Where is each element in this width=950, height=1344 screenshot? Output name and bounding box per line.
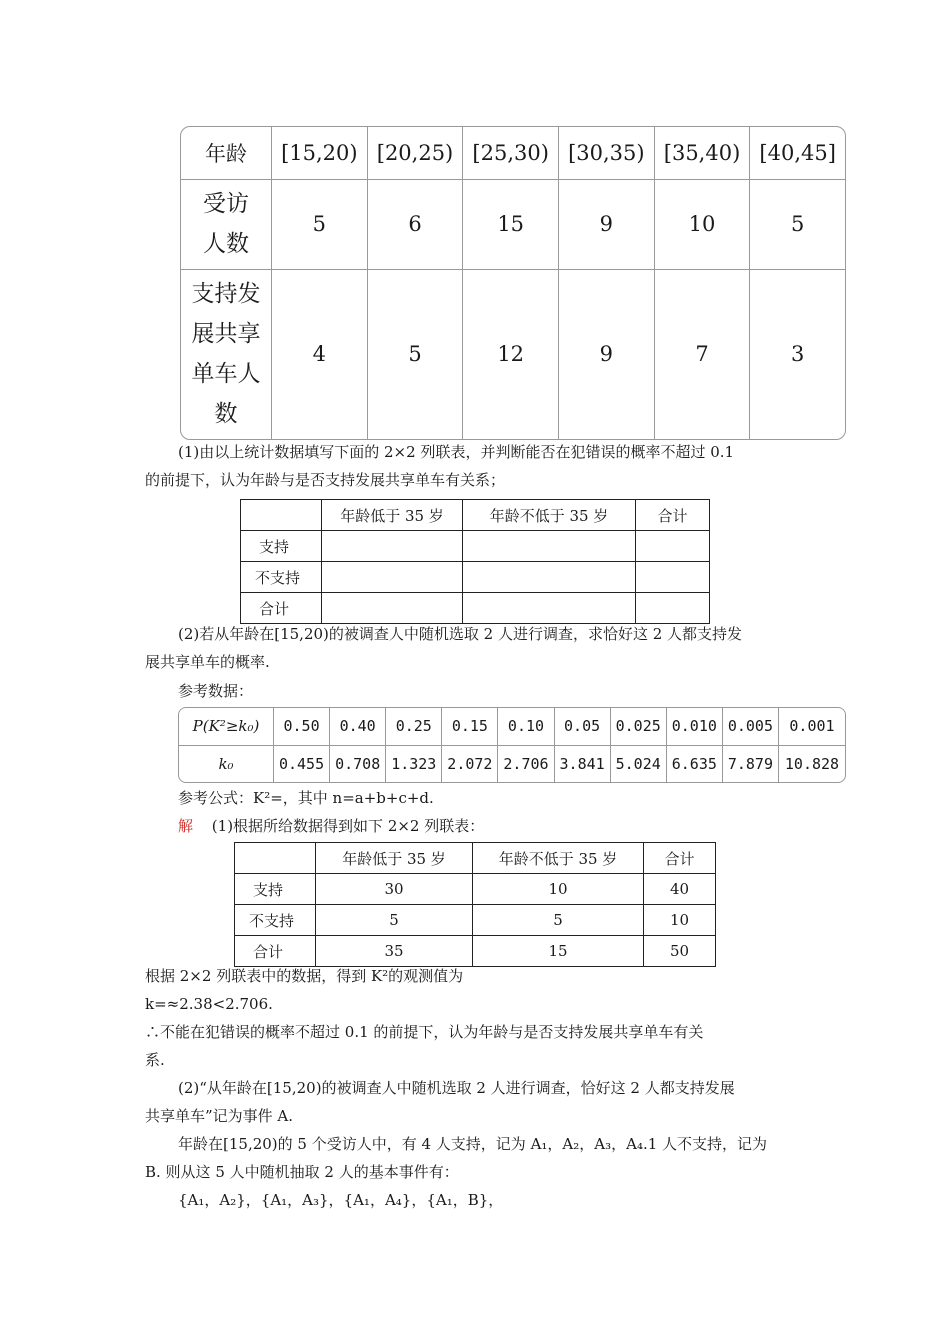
filled-contingency-table	[234, 842, 716, 967]
header-cell: 年龄低于 35 岁	[316, 843, 473, 874]
cell: 15	[473, 936, 644, 967]
cell: 3.841	[554, 745, 610, 782]
cell: 30	[316, 874, 473, 905]
cell	[235, 843, 316, 874]
cell	[636, 593, 710, 624]
cell: 2.706	[498, 745, 554, 782]
cell: 0.010	[666, 708, 722, 745]
cell: 4	[272, 269, 368, 439]
header-cell: 年龄不低于 35 岁	[473, 843, 644, 874]
reference-data-label: 参考数据：	[178, 682, 254, 700]
cell: 10	[654, 179, 750, 269]
solution-label: 解	[178, 817, 194, 835]
solution-line5a: (2)“从年龄在[15,20)的被调查人中随机选取 2 人进行调查，恰好这 2 人都支持发展	[178, 1079, 735, 1097]
header-age-bin: [20,25)	[367, 127, 463, 179]
cell: 5	[316, 905, 473, 936]
solution-line4b: 系.	[145, 1051, 165, 1069]
header-age-bin: [15,20)	[272, 127, 368, 179]
label-line: 人数	[203, 231, 249, 257]
solution-line1	[178, 812, 484, 840]
header-cell: 合计	[636, 500, 710, 531]
cell	[463, 562, 636, 593]
cell: 2.072	[442, 745, 498, 782]
header-age-bin: [35,40)	[654, 127, 750, 179]
row-label: 合计	[241, 593, 322, 624]
cell: 3	[750, 269, 845, 439]
cell: 5	[272, 179, 368, 269]
cell	[463, 593, 636, 624]
cell: 5	[750, 179, 845, 269]
solution-line2: 根据 2×2 列联表中的数据，得到 K²的观测值为	[145, 967, 464, 985]
cell: 0.40	[330, 708, 386, 745]
cell: 6.635	[666, 745, 722, 782]
cell	[636, 562, 710, 593]
critical-value-table	[178, 707, 846, 783]
row-label-supporters	[181, 269, 272, 439]
reference-formula: 参考公式：K²=，其中 n=a+b+c+d.	[178, 789, 434, 807]
cell: 0.455	[274, 745, 330, 782]
cell	[241, 500, 322, 531]
label-line: 数	[214, 401, 238, 428]
question-1-line1: (1)由以上统计数据填写下面的 2×2 列联表，并判断能否在犯错误的概率不超过 0.1	[178, 443, 735, 461]
question-2-line2: 展共享单车的概率.	[145, 653, 270, 671]
cell: 10	[473, 874, 644, 905]
cell: 0.001	[778, 708, 845, 745]
cell: 9	[559, 179, 655, 269]
solution-line5b: 共享单车”记为事件 A.	[145, 1107, 294, 1125]
row-label: 不支持	[241, 562, 322, 593]
cell: 0.25	[386, 708, 442, 745]
row-label-k0: k₀	[179, 745, 274, 782]
header-age-bin: [30,35)	[559, 127, 655, 179]
cell: 0.15	[442, 708, 498, 745]
cell: 9	[559, 269, 655, 439]
cell: 5	[367, 269, 463, 439]
row-label: 支持	[235, 874, 316, 905]
solution-line7: {A₁，A₂}，{A₁，A₃}，{A₁，A₄}，{A₁，B}，	[178, 1191, 504, 1209]
row-label: 合计	[235, 936, 316, 967]
header-age: 年龄	[181, 127, 272, 179]
cell: 7.879	[722, 745, 778, 782]
header-cell: 年龄低于 35 岁	[322, 500, 463, 531]
question-1-line2: 的前提下，认为年龄与是否支持发展共享单车有关系；	[145, 471, 506, 489]
label-line: 支持发	[191, 281, 261, 308]
cell: 40	[644, 874, 716, 905]
empty-contingency-table	[240, 499, 710, 624]
label-line: 单车人	[191, 361, 261, 388]
cell: 5	[473, 905, 644, 936]
cell: 10	[644, 905, 716, 936]
cell: 12	[463, 269, 559, 439]
cell: 0.708	[330, 745, 386, 782]
cell: 10.828	[778, 745, 845, 782]
age-survey-table	[180, 126, 846, 440]
cell	[463, 531, 636, 562]
label-line: 受访	[203, 191, 249, 217]
cell: 6	[367, 179, 463, 269]
solution-text: (1)根据所给数据得到如下 2×2 列联表：	[211, 817, 485, 835]
cell: 0.10	[498, 708, 554, 745]
cell: 0.005	[722, 708, 778, 745]
cell: 50	[644, 936, 716, 967]
row-label: 支持	[241, 531, 322, 562]
solution-line4a: ∴不能在犯错误的概率不超过 0.1 的前提下，认为年龄与是否支持发展共享单车有关	[145, 1023, 704, 1041]
row-label-probability: P(K²≥k₀)	[179, 708, 274, 745]
cell: 0.05	[554, 708, 610, 745]
cell	[636, 531, 710, 562]
cell: 1.323	[386, 745, 442, 782]
cell: 7	[654, 269, 750, 439]
cell: 0.50	[274, 708, 330, 745]
cell	[322, 593, 463, 624]
header-age-bin: [40,45]	[750, 127, 845, 179]
row-label-interviewed	[181, 179, 272, 269]
header-cell: 合计	[644, 843, 716, 874]
cell	[322, 531, 463, 562]
question-2-line1: (2)若从年龄在[15,20)的被调查人中随机选取 2 人进行调查，求恰好这 2 人都支持发	[178, 625, 743, 643]
solution-line3: k=≈2.38<2.706.	[145, 995, 273, 1013]
cell: 35	[316, 936, 473, 967]
cell: 15	[463, 179, 559, 269]
cell	[322, 562, 463, 593]
cell: 5.024	[610, 745, 666, 782]
cell: 0.025	[610, 708, 666, 745]
header-age-bin: [25,30)	[463, 127, 559, 179]
solution-line6b: B. 则从这 5 人中随机抽取 2 人的基本事件有：	[145, 1163, 459, 1181]
solution-line6a: 年龄在[15,20)的 5 个受访人中，有 4 人支持，记为 A₁，A₂，A₃，A₄.1 人不支持，记为	[178, 1135, 768, 1153]
label-line: 展共享	[191, 321, 261, 348]
header-cell: 年龄不低于 35 岁	[463, 500, 636, 531]
row-label: 不支持	[235, 905, 316, 936]
